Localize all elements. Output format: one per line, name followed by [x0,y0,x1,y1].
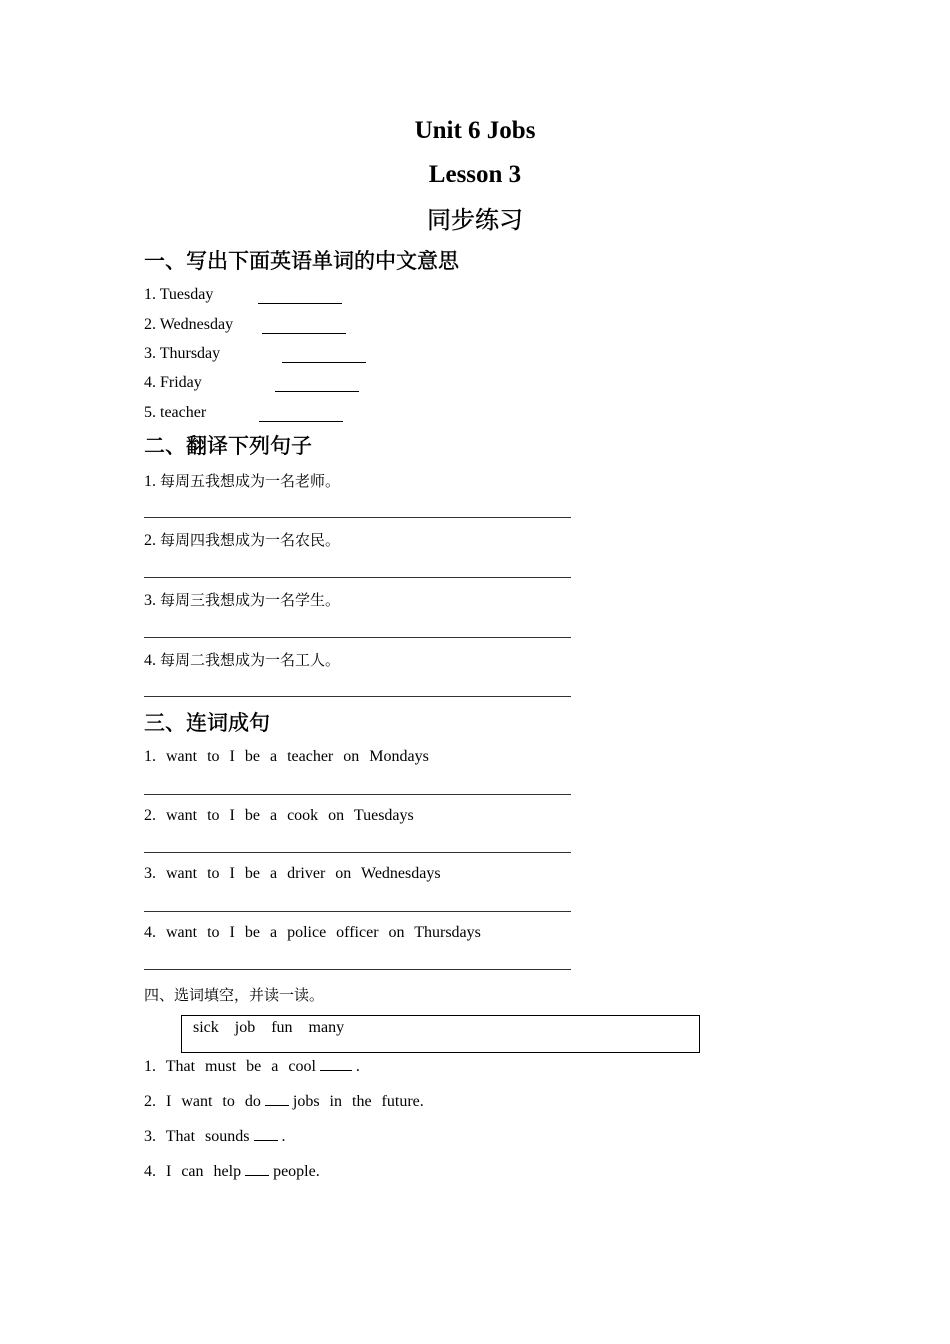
fill-blank-item [144,1056,360,1077]
item-number: 2. [144,1093,156,1110]
item-number: 4. [144,652,156,669]
vocab-word: teacher [160,404,207,421]
answer-line[interactable] [144,577,571,578]
scrambled-words: want to I be a driver on Wednesdays [166,865,441,882]
answer-line[interactable] [144,637,571,638]
scramble-item [144,806,414,826]
answer-line[interactable] [144,517,571,518]
translate-item [144,590,340,611]
item-number: 3. [144,1128,156,1145]
section4-heading: 四、选词填空，并读一读。 [144,986,325,1004]
item-number: 1. [144,748,156,765]
fill-blank[interactable] [265,1091,289,1106]
fill-blank-item [144,1161,320,1182]
item-number: 2. [144,807,156,824]
answer-line[interactable] [144,911,571,912]
sentence-before: I want to do [166,1093,261,1110]
chinese-sentence: 每周三我想成为一名学生。 [160,591,341,609]
answer-blank[interactable] [282,362,366,363]
vocab-word: Tuesday [159,286,214,303]
answer-line[interactable] [144,969,571,970]
translate-item [144,530,340,551]
vocab-item [144,403,206,423]
unit-title: Unit 6 Jobs [414,117,536,144]
sentence-after: . [281,1128,286,1145]
fill-blank[interactable] [254,1126,278,1141]
item-number: 1. [144,473,156,490]
answer-blank[interactable] [275,391,359,392]
fill-blank[interactable] [245,1161,269,1176]
vocab-word: Friday [160,374,202,391]
sentence-before: That sounds [165,1128,250,1145]
sentence-after: people. [273,1163,320,1180]
answer-blank[interactable] [262,333,346,334]
item-number: 4. [144,374,156,391]
scramble-item [144,923,481,943]
scramble-item [144,747,429,767]
chinese-sentence: 每周二我想成为一名工人。 [160,651,341,669]
translate-item [144,471,340,492]
answer-line[interactable] [144,696,571,697]
sentence-before: That must be a cool [165,1058,316,1075]
translate-item [144,650,340,671]
item-number: 1. [144,286,156,303]
fill-blank-item [144,1091,424,1112]
item-number: 1. [144,1058,156,1075]
worksheet-subtitle: 同步练习 [427,206,523,234]
answer-blank[interactable] [258,303,342,304]
item-number: 4. [144,1163,156,1180]
word-bank-words: sick job fun many [193,1019,345,1036]
vocab-word: Thursday [159,345,221,362]
answer-line[interactable] [144,852,571,853]
vocab-item [144,344,220,364]
answer-blank[interactable] [259,421,343,422]
item-number: 3. [144,345,156,362]
item-number: 4. [144,924,156,941]
fill-blank[interactable] [320,1056,352,1071]
fill-blank-item [144,1126,286,1147]
section2-heading: 二、翻译下列句子 [144,434,312,458]
scrambled-words: want to I be a cook on Tuesdays [166,807,414,824]
item-number: 2. [144,532,156,549]
vocab-item [144,373,202,393]
item-number: 2. [144,316,156,333]
vocab-word: Wednesday [159,316,234,333]
scrambled-words: want to I be a teacher on Mondays [166,748,429,765]
item-number: 3. [144,592,156,609]
scramble-item [144,864,441,884]
sentence-before: I can help [166,1163,242,1180]
vocab-item [144,315,233,335]
item-number: 5. [144,404,156,421]
answer-line[interactable] [144,794,571,795]
chinese-sentence: 每周五我想成为一名老师。 [160,472,341,490]
scrambled-words: want to I be a police officer on Thursdays [166,924,481,941]
vocab-item [144,285,213,305]
sentence-after: . [355,1058,360,1075]
chinese-sentence: 每周四我想成为一名农民。 [160,531,341,549]
word-bank-box [181,1015,700,1053]
lesson-title: Lesson 3 [428,161,522,188]
sentence-after: jobs in the future. [292,1093,424,1110]
section1-heading: 一、写出下面英语单词的中文意思 [144,249,459,273]
section3-heading: 三、连词成句 [144,711,270,735]
item-number: 3. [144,865,156,882]
